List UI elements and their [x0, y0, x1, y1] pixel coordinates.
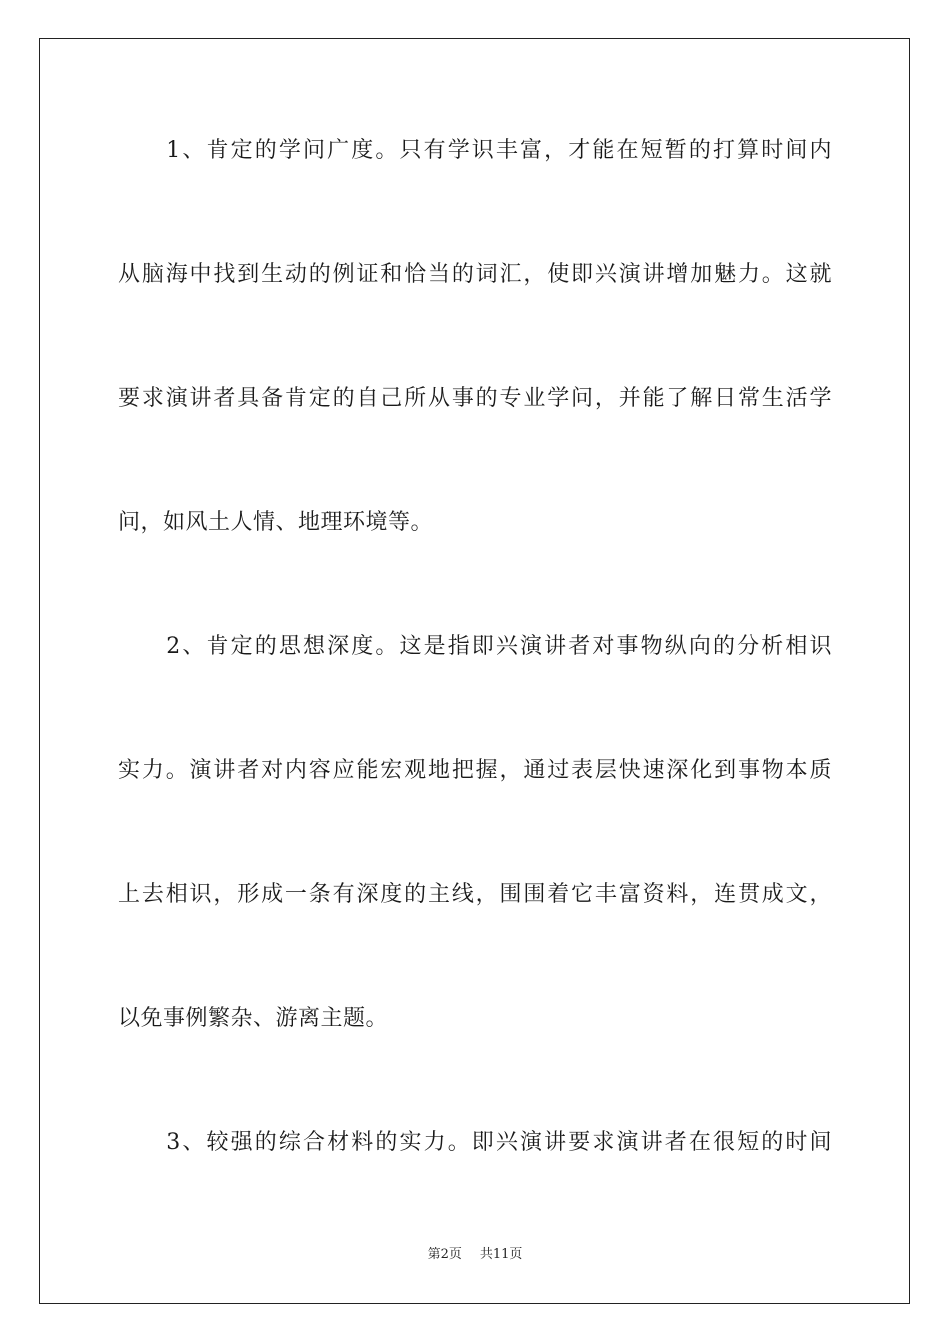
text-line-8: 以免事例繁杂、游离主题。	[118, 1006, 389, 1031]
text-line-6: 实力。演讲者对内容应能宏观地把握，通过表层快速深化到事物本质	[118, 758, 832, 783]
text-line-1: 1、肯定的学问广度。只有学识丰富，才能在短暂的打算时间内	[118, 138, 832, 163]
text-line-9: 3、较强的综合材料的实力。即兴演讲要求演讲者在很短的时间	[118, 1130, 832, 1155]
text-line-4: 问，如风土人情、地理环境等。	[118, 510, 434, 535]
text-line-5: 2、肯定的思想深度。这是指即兴演讲者对事物纵向的分析相识	[118, 634, 832, 659]
text-line-2: 从脑海中找到生动的例证和恰当的词汇，使即兴演讲增加魅力。这就	[118, 262, 832, 287]
text-line-3: 要求演讲者具备肯定的自己所从事的专业学问，并能了解日常生活学	[118, 386, 832, 411]
text-line-7: 上去相识，形成一条有深度的主线，围围着它丰富资料，连贯成文，	[118, 882, 832, 907]
page-border	[39, 38, 910, 1304]
page-number-current: 第2页	[427, 1247, 462, 1262]
page-number-total: 共11页	[479, 1247, 523, 1262]
page-footer	[0, 1246, 950, 1264]
